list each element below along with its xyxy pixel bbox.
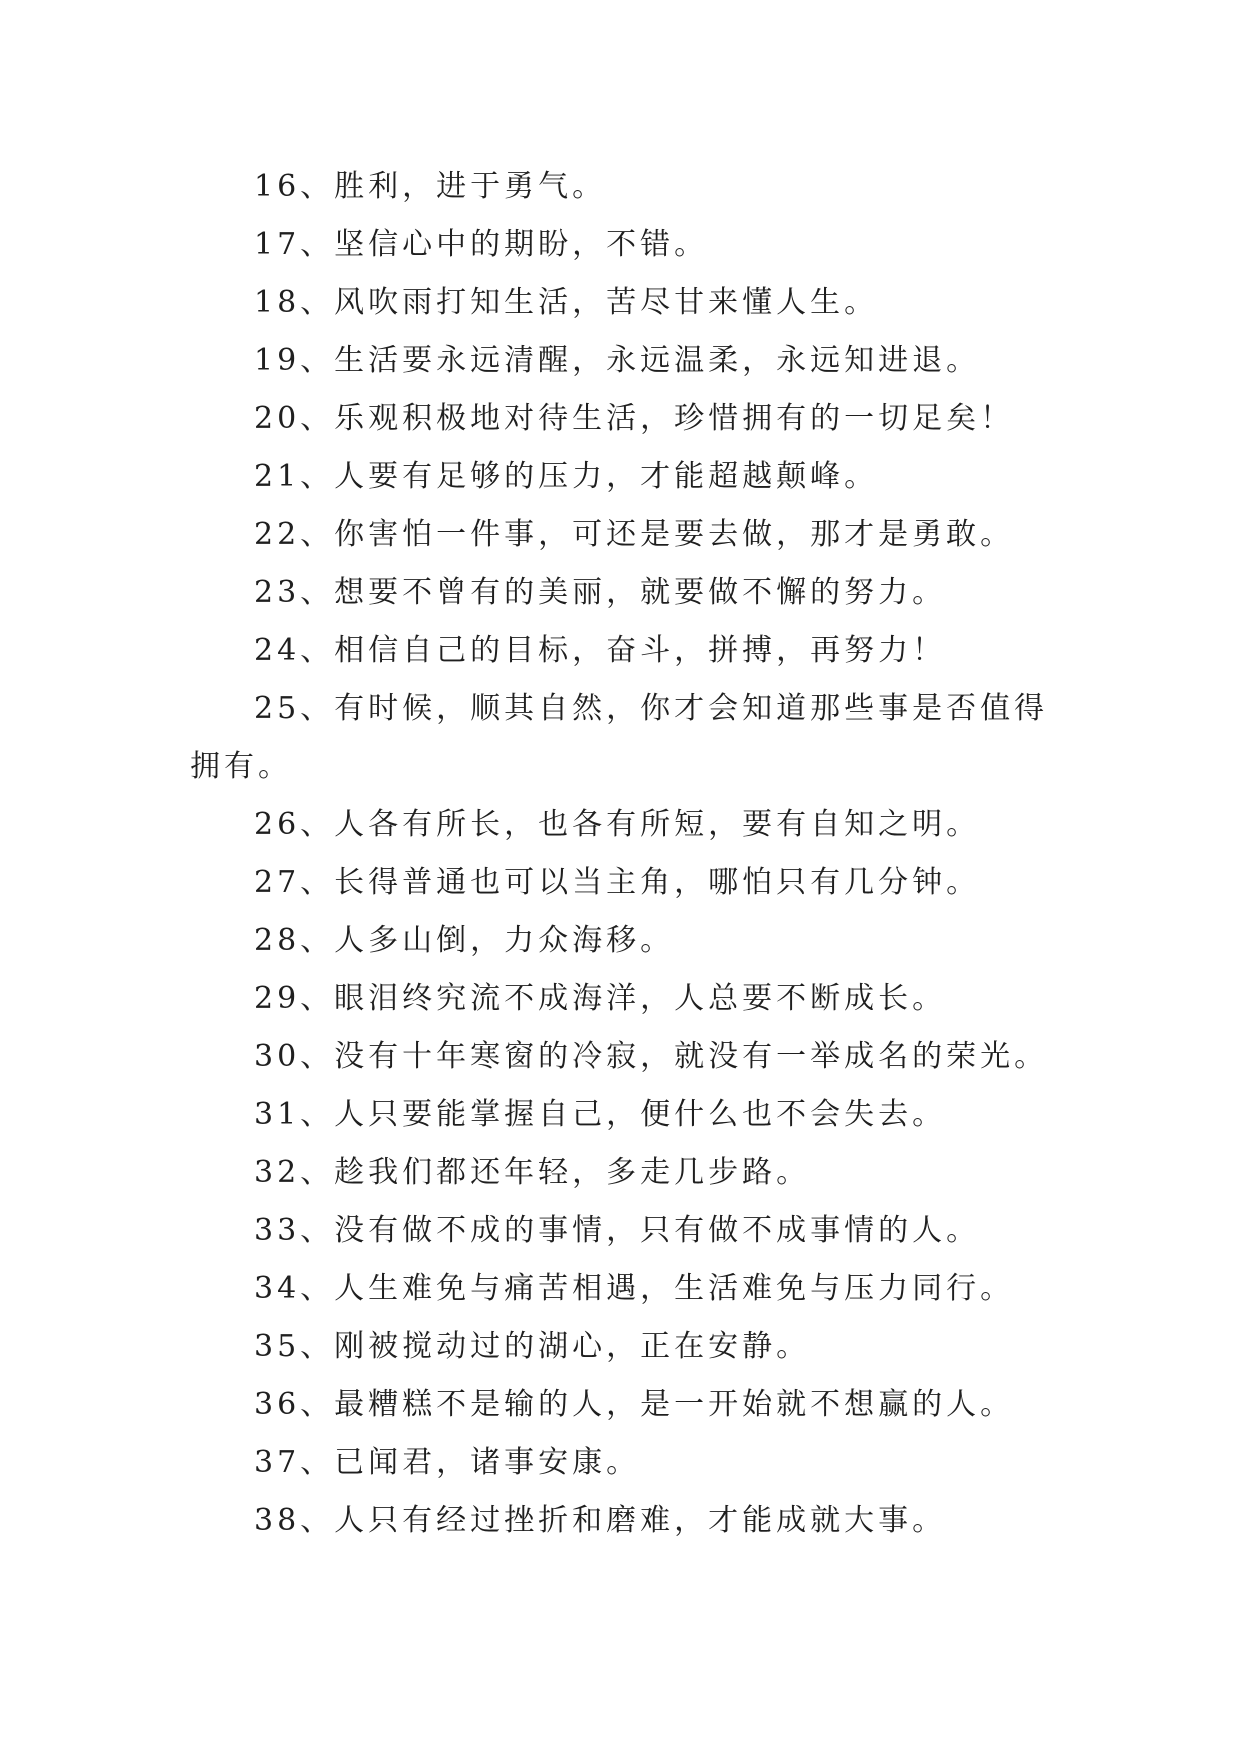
quote-list [190,158,1070,1550]
quote-line: 36、最糟糕不是输的人，是一开始就不想赢的人。 [254,1387,1015,1422]
quote-line: 24、相信自己的目标，奋斗，拼搏，再努力！ [254,633,947,668]
quote-line: 31、人只要能掌握自己，便什么也不会失去。 [254,1097,947,1132]
quote-line: 27、长得普通也可以当主角，哪怕只有几分钟。 [254,865,981,900]
quote-line: 22、你害怕一件事，可还是要去做，那才是勇敢。 [254,517,1015,552]
quote-line: 28、人多山倒，力众海移。 [254,923,675,958]
quote-line: 18、风吹雨打知生活，苦尽甘来懂人生。 [254,285,879,320]
quote-line: 16、胜利，进于勇气。 [254,169,607,204]
quote-line: 34、人生难免与痛苦相遇，生活难免与压力同行。 [254,1271,1015,1306]
quote-line: 29、眼泪终究流不成海洋，人总要不断成长。 [254,981,947,1016]
quote-line: 35、刚被搅动过的湖心，正在安静。 [254,1329,811,1364]
quote-line: 20、乐观积极地对待生活，珍惜拥有的一切足矣！ [254,401,1015,436]
quote-line: 26、人各有所长，也各有所短，要有自知之明。 [254,807,981,842]
quote-line: 17、坚信心中的期盼，不错。 [254,227,709,262]
quote-line: 21、人要有足够的压力，才能超越颠峰。 [254,459,879,494]
quote-line: 23、想要不曾有的美丽，就要做不懈的努力。 [254,575,947,610]
quote-line: 33、没有做不成的事情，只有做不成事情的人。 [254,1213,981,1248]
quote-line: 38、人只有经过挫折和磨难，才能成就大事。 [254,1503,947,1538]
quote-line: 19、生活要永远清醒，永远温柔，永远知进退。 [254,343,981,378]
quote-line: 32、趁我们都还年轻，多走几步路。 [254,1155,811,1190]
quote-line: 25、有时候，顺其自然，你才会知道那些事是否值得拥有。 [190,691,1049,784]
quote-line: 30、没有十年寒窗的冷寂，就没有一举成名的荣光。 [254,1039,1049,1074]
quote-line: 37、已闻君，诸事安康。 [254,1445,641,1480]
